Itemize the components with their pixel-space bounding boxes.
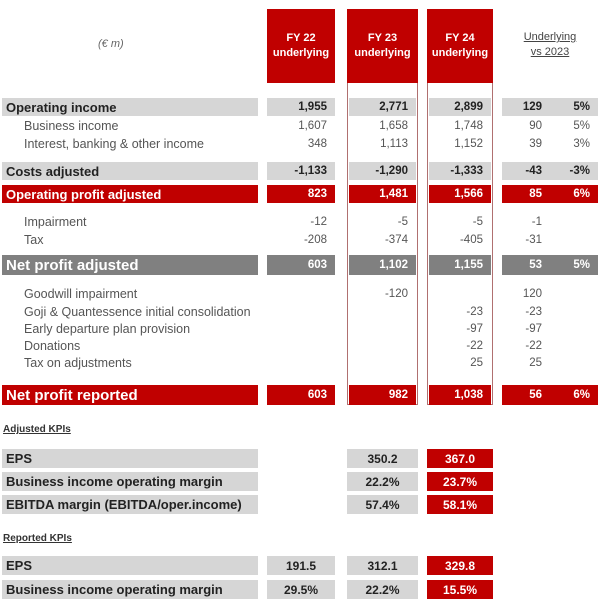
cell-variance-pct: 6% bbox=[573, 188, 590, 200]
cell-variance-pct bbox=[550, 285, 598, 302]
cell-fy24: -97 bbox=[466, 322, 483, 335]
cell-fy22: 348 bbox=[307, 137, 327, 150]
adjusted-kpis-title: Adjusted KPIs bbox=[3, 424, 71, 435]
row-label: Goodwill impairment bbox=[24, 286, 138, 301]
cell-fy22: -1,133 bbox=[267, 162, 335, 180]
cell-fy23: 1,658 bbox=[379, 119, 408, 132]
cell-fy22: 603 bbox=[267, 255, 335, 275]
cell-fy22 bbox=[267, 320, 335, 337]
cell-fy24: 1,566 bbox=[429, 185, 491, 203]
cell-variance-pct bbox=[550, 213, 598, 230]
cell-variance-abs: -97 bbox=[525, 322, 542, 335]
cell-variance-pct bbox=[550, 320, 598, 337]
cell-variance-pct: 5% bbox=[573, 259, 590, 271]
cell-variance-abs: -22 bbox=[525, 339, 542, 352]
kpi-fy23: 57.4% bbox=[347, 495, 418, 514]
row-label: Net profit reported bbox=[2, 385, 258, 405]
column-header-variance bbox=[502, 30, 598, 60]
kpi-fy23: 22.2% bbox=[347, 472, 418, 491]
column-header-fy24-line1: FY 24 bbox=[445, 32, 475, 44]
kpi-fy23: 312.1 bbox=[347, 556, 418, 575]
cell-fy24: -5 bbox=[472, 215, 483, 228]
cell-fy24 bbox=[429, 285, 491, 302]
cell-fy24: -22 bbox=[466, 339, 483, 352]
cell-variance-pct bbox=[550, 231, 598, 248]
cell-variance-abs: 85 bbox=[529, 188, 542, 200]
cell-fy23: 1,102 bbox=[349, 255, 416, 275]
kpi-label: Business income operating margin bbox=[2, 472, 258, 491]
cell-variance-pct bbox=[550, 354, 598, 371]
cell-variance-pct bbox=[550, 337, 598, 354]
cell-fy23: 982 bbox=[349, 385, 416, 405]
kpi-fy23: 350.2 bbox=[347, 449, 418, 468]
cell-variance-pct: 5% bbox=[573, 119, 590, 132]
column-header-fy23-line1: FY 23 bbox=[367, 32, 398, 44]
unit-label: (€ m) bbox=[98, 38, 124, 50]
cell-fy23: -1,290 bbox=[349, 162, 416, 180]
cell-fy23: 2,771 bbox=[349, 98, 416, 116]
cell-fy22: -208 bbox=[303, 233, 327, 246]
kpi-fy22: 29.5% bbox=[267, 580, 335, 599]
row-label: Tax bbox=[24, 232, 44, 247]
cell-fy24: 2,899 bbox=[429, 98, 491, 116]
cell-variance-abs: 53 bbox=[529, 259, 542, 271]
kpi-fy24: 329.8 bbox=[427, 556, 493, 575]
cell-variance-pct: 5% bbox=[573, 101, 590, 113]
cell-fy22: 823 bbox=[267, 185, 335, 203]
kpi-fy22: 191.5 bbox=[267, 556, 335, 575]
cell-fy24: 1,038 bbox=[429, 385, 491, 405]
kpi-label: EPS bbox=[2, 449, 258, 468]
kpi-fy24: 23.7% bbox=[427, 472, 493, 491]
cell-variance-abs: -1 bbox=[531, 215, 542, 228]
column-header-fy23-line2: underlying bbox=[354, 47, 411, 59]
cell-variance-abs: 120 bbox=[522, 287, 542, 300]
row-label: Operating income bbox=[2, 98, 258, 116]
cell-variance-pct bbox=[550, 303, 598, 320]
kpi-fy24: 58.1% bbox=[427, 495, 493, 514]
cell-fy23 bbox=[349, 303, 416, 320]
cell-fy24: 1,748 bbox=[454, 119, 483, 132]
kpi-label: EBITDA margin (EBITDA/oper.income) bbox=[2, 495, 258, 514]
row-label: Costs adjusted bbox=[2, 162, 258, 180]
column-header-fy22 bbox=[267, 9, 335, 83]
cell-fy22: 1,955 bbox=[267, 98, 335, 116]
cell-variance-pct: 6% bbox=[573, 389, 590, 401]
row-label: Operating profit adjusted bbox=[2, 185, 258, 203]
cell-variance-abs: 129 bbox=[522, 101, 542, 113]
cell-fy24: -1,333 bbox=[429, 162, 491, 180]
cell-variance-abs: -23 bbox=[525, 305, 542, 318]
cell-fy24: -23 bbox=[466, 305, 483, 318]
row-label: Goji & Quantessence initial consolidation bbox=[24, 304, 251, 319]
cell-fy23: -120 bbox=[384, 287, 408, 300]
cell-fy23 bbox=[349, 337, 416, 354]
column-header-fy22-line1: FY 22 bbox=[286, 32, 316, 44]
cell-fy22: -12 bbox=[310, 215, 327, 228]
cell-fy22: 603 bbox=[267, 385, 335, 405]
row-label: Early departure plan provision bbox=[24, 321, 191, 336]
row-label: Business income bbox=[24, 118, 119, 133]
cell-fy24: -405 bbox=[459, 233, 483, 246]
column-header-variance-line1: Underlying bbox=[523, 31, 577, 43]
cell-fy22 bbox=[267, 337, 335, 354]
row-label: Donations bbox=[24, 338, 81, 353]
kpi-label: EPS bbox=[2, 556, 258, 575]
cell-fy23: -5 bbox=[397, 215, 408, 228]
cell-variance-abs: 39 bbox=[529, 137, 542, 150]
cell-variance-pct: 3% bbox=[573, 137, 590, 150]
cell-fy23: 1,481 bbox=[349, 185, 416, 203]
cell-fy23 bbox=[349, 320, 416, 337]
kpi-fy24: 15.5% bbox=[427, 580, 493, 599]
cell-fy23 bbox=[349, 354, 416, 371]
cell-fy22 bbox=[267, 354, 335, 371]
cell-fy22: 1,607 bbox=[298, 119, 327, 132]
cell-fy24: 1,155 bbox=[429, 255, 491, 275]
reported-kpis-title: Reported KPIs bbox=[3, 533, 72, 544]
cell-variance-abs: 90 bbox=[529, 119, 542, 132]
cell-variance-abs: 25 bbox=[529, 356, 542, 369]
row-label: Impairment bbox=[24, 214, 87, 229]
cell-fy22 bbox=[267, 285, 335, 302]
kpi-label: Business income operating margin bbox=[2, 580, 258, 599]
row-label: Net profit adjusted bbox=[2, 255, 258, 275]
cell-variance-pct: -3% bbox=[569, 165, 590, 177]
column-header-fy24 bbox=[427, 9, 493, 83]
kpi-fy24: 367.0 bbox=[427, 449, 493, 468]
column-header-fy24-line2: underlying bbox=[431, 47, 489, 59]
cell-variance-abs: -43 bbox=[525, 165, 542, 177]
cell-fy23: 1,113 bbox=[380, 137, 408, 150]
kpi-fy23: 22.2% bbox=[347, 580, 418, 599]
row-label: Tax on adjustments bbox=[24, 355, 132, 370]
cell-fy22 bbox=[267, 303, 335, 320]
cell-variance-abs: -31 bbox=[525, 233, 542, 246]
cell-variance-abs: 56 bbox=[529, 389, 542, 401]
cell-fy24: 1,152 bbox=[454, 137, 483, 150]
column-header-variance-line2: vs 2023 bbox=[530, 46, 570, 58]
cell-fy23: -374 bbox=[384, 233, 408, 246]
row-label: Interest, banking & other income bbox=[24, 136, 204, 151]
column-header-fy23 bbox=[347, 9, 418, 83]
column-header-fy22-line2: underlying bbox=[272, 47, 330, 59]
cell-fy24: 25 bbox=[470, 356, 483, 369]
